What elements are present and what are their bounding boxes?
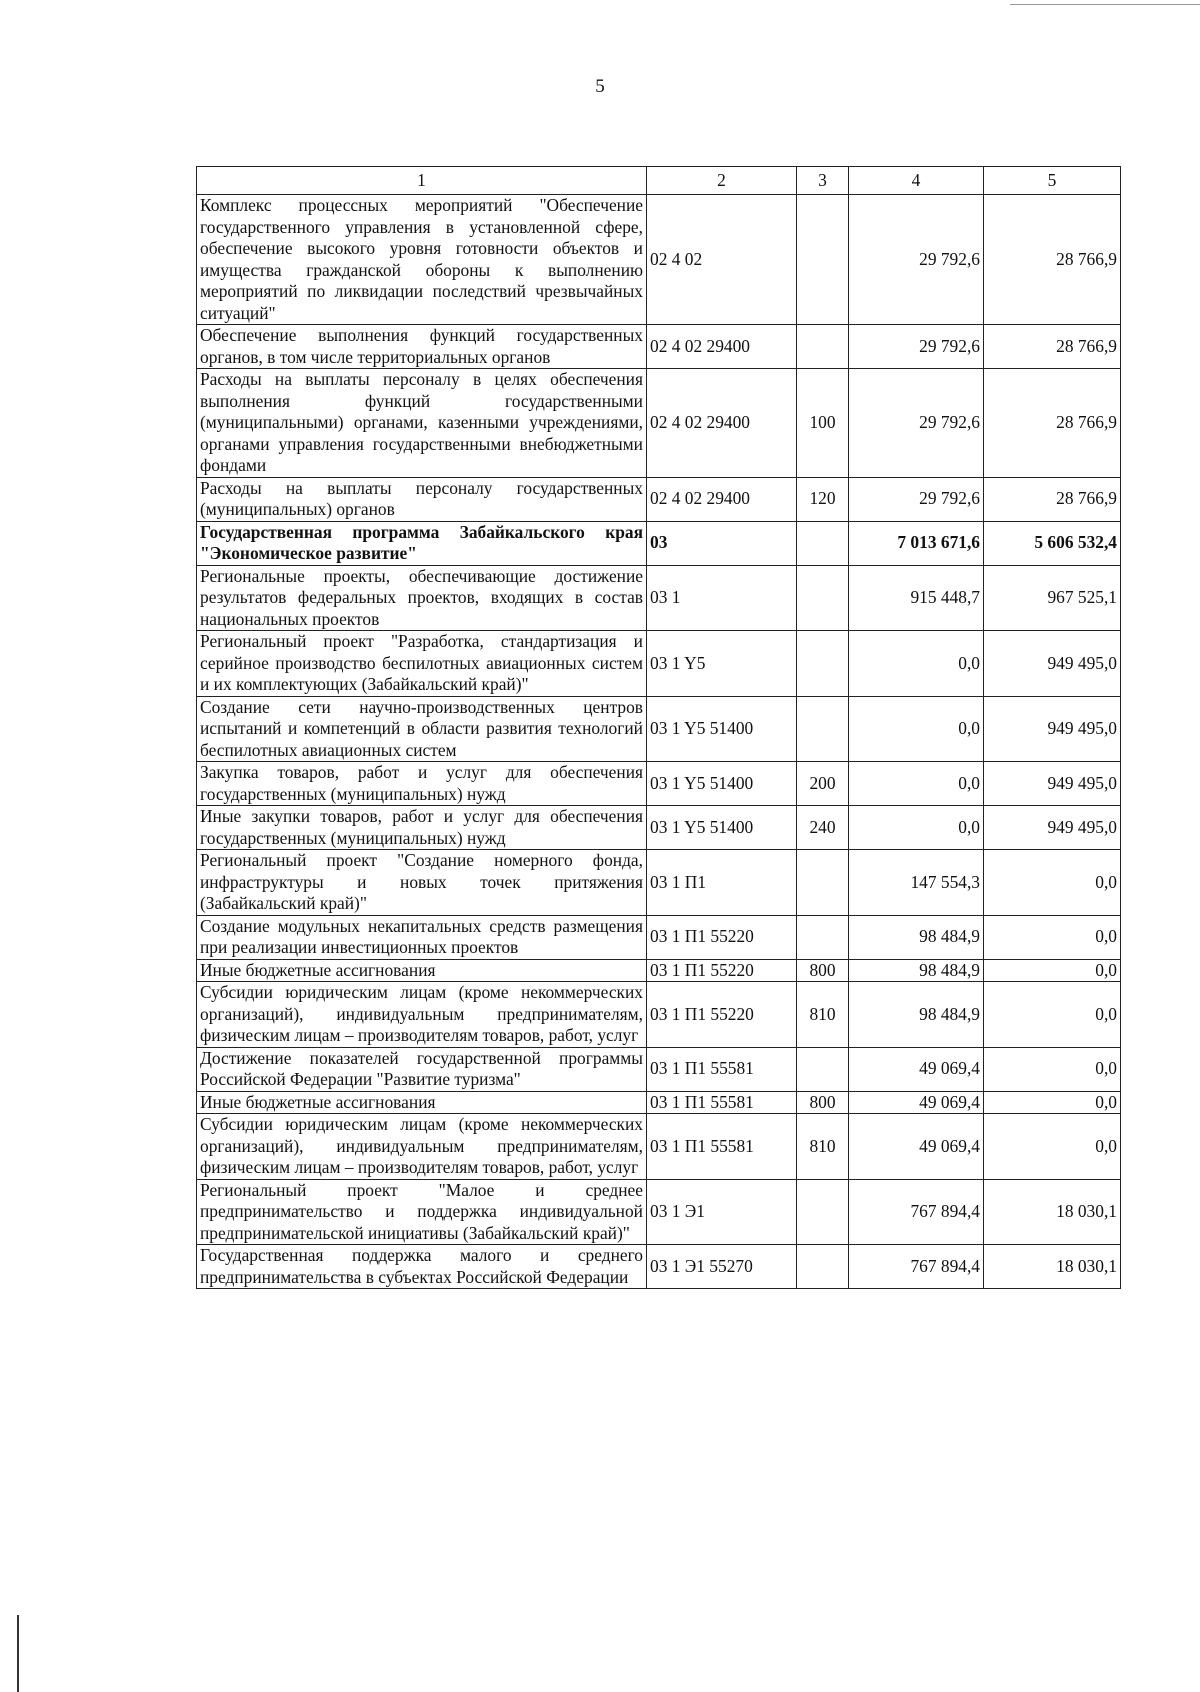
row-type-cell: 810 (797, 1114, 849, 1180)
table-header-row (197, 167, 1121, 195)
row-amount-cell: 28 766,9 (984, 477, 1121, 521)
row-code-cell: 03 1 П1 55581 (647, 1114, 797, 1180)
table-row (197, 477, 1121, 521)
row-code-cell: 03 (647, 521, 797, 565)
row-name-cell: Региональный проект "Создание номерного фонда, инфраструктуры и новых точек притяжения (Забайкальский край)" (197, 850, 647, 916)
header-cell: 1 (197, 167, 647, 195)
header-cell: 5 (984, 167, 1121, 195)
row-amount-cell: 0,0 (984, 1047, 1121, 1091)
row-type-cell (797, 325, 849, 369)
table-row (197, 1114, 1121, 1180)
table-row (197, 850, 1121, 916)
row-amount-cell: 98 484,9 (849, 959, 984, 982)
row-code-cell: 03 1 (647, 565, 797, 631)
row-type-cell (797, 195, 849, 325)
row-name-cell: Иные бюджетные ассигнования (197, 1091, 647, 1114)
row-amount-cell: 0,0 (984, 1114, 1121, 1180)
row-name-cell: Создание сети научно-производственных центров испытаний и компетенций в области развития технологий беспилотных авиационных систем (197, 696, 647, 762)
row-amount-cell: 0,0 (984, 915, 1121, 959)
row-type-cell (797, 521, 849, 565)
table-body (197, 195, 1121, 1289)
table-row (197, 806, 1121, 850)
row-amount-cell: 767 894,4 (849, 1245, 984, 1289)
row-amount-cell: 28 766,9 (984, 369, 1121, 478)
row-amount-cell: 0,0 (984, 1091, 1121, 1114)
row-name-cell: Региональный проект "Малое и среднее предпринимательство и поддержка индивидуальной предпринимательской инициативы (Забайкальский край)" (197, 1179, 647, 1245)
row-amount-cell: 29 792,6 (849, 325, 984, 369)
row-amount-cell: 49 069,4 (849, 1091, 984, 1114)
row-amount-cell: 0,0 (984, 982, 1121, 1048)
row-amount-cell: 0,0 (849, 762, 984, 806)
row-amount-cell: 949 495,0 (984, 631, 1121, 697)
row-amount-cell: 29 792,6 (849, 369, 984, 478)
row-type-cell: 100 (797, 369, 849, 478)
table-row (197, 1179, 1121, 1245)
row-amount-cell: 5 606 532,4 (984, 521, 1121, 565)
table-row (197, 565, 1121, 631)
row-amount-cell: 0,0 (984, 959, 1121, 982)
row-amount-cell: 49 069,4 (849, 1114, 984, 1180)
row-amount-cell: 767 894,4 (849, 1179, 984, 1245)
row-code-cell: 03 1 П1 55581 (647, 1047, 797, 1091)
row-type-cell: 810 (797, 982, 849, 1048)
row-type-cell (797, 1179, 849, 1245)
row-type-cell: 800 (797, 1091, 849, 1114)
row-name-cell: Региональный проект "Разработка, стандартизация и серийное производство беспилотных авиационных систем и их комплектующих (Забайкальский край)" (197, 631, 647, 697)
table-row (197, 631, 1121, 697)
row-type-cell (797, 850, 849, 916)
row-amount-cell: 949 495,0 (984, 806, 1121, 850)
row-amount-cell: 7 013 671,6 (849, 521, 984, 565)
row-type-cell: 240 (797, 806, 849, 850)
row-name-cell: Закупка товаров, работ и услуг для обеспечения государственных (муниципальных) нужд (197, 762, 647, 806)
row-name-cell: Государственная программа Забайкальского края "Экономическое развитие" (197, 521, 647, 565)
row-amount-cell: 18 030,1 (984, 1179, 1121, 1245)
row-name-cell: Региональные проекты, обеспечивающие достижение результатов федеральных проектов, входящих в состав национальных проектов (197, 565, 647, 631)
scan-edge-mark (17, 1615, 19, 1692)
table-row (197, 1245, 1121, 1289)
row-name-cell: Достижение показателей государственной программы Российской Федерации "Развитие туризма" (197, 1047, 647, 1091)
row-code-cell: 02 4 02 29400 (647, 325, 797, 369)
row-code-cell: 03 1 П1 55220 (647, 982, 797, 1048)
row-code-cell: 03 1 Y5 51400 (647, 696, 797, 762)
table-row (197, 959, 1121, 982)
row-amount-cell: 18 030,1 (984, 1245, 1121, 1289)
row-amount-cell: 0,0 (849, 631, 984, 697)
row-amount-cell: 0,0 (984, 850, 1121, 916)
row-name-cell: Иные бюджетные ассигнования (197, 959, 647, 982)
row-type-cell: 200 (797, 762, 849, 806)
row-amount-cell: 98 484,9 (849, 982, 984, 1048)
table-row (197, 915, 1121, 959)
table-row (197, 762, 1121, 806)
budget-table (196, 166, 1121, 1289)
row-code-cell: 03 1 П1 (647, 850, 797, 916)
scan-edge-line (1010, 4, 1200, 5)
row-code-cell: 03 1 Y5 51400 (647, 806, 797, 850)
row-amount-cell: 28 766,9 (984, 325, 1121, 369)
row-code-cell: 03 1 Э1 55270 (647, 1245, 797, 1289)
row-code-cell: 03 1 Y5 51400 (647, 762, 797, 806)
row-amount-cell: 147 554,3 (849, 850, 984, 916)
row-name-cell: Расходы на выплаты персоналу государственных (муниципальных) органов (197, 477, 647, 521)
table-row (197, 1047, 1121, 1091)
row-name-cell: Субсидии юридическим лицам (кроме некоммерческих организаций), индивидуальным предпринимателям, физическим лицам – производителям товаров, работ, услуг (197, 982, 647, 1048)
row-amount-cell: 967 525,1 (984, 565, 1121, 631)
row-code-cell: 03 1 П1 55220 (647, 915, 797, 959)
row-amount-cell: 949 495,0 (984, 696, 1121, 762)
row-name-cell: Создание модульных некапитальных средств размещения при реализации инвестиционных проектов (197, 915, 647, 959)
row-type-cell: 120 (797, 477, 849, 521)
row-name-cell: Субсидии юридическим лицам (кроме некоммерческих организаций), индивидуальным предпринимателям, физическим лицам – производителям товаров, работ, услуг (197, 1114, 647, 1180)
row-code-cell: 03 1 Э1 (647, 1179, 797, 1245)
row-amount-cell: 29 792,6 (849, 195, 984, 325)
header-cell: 2 (647, 167, 797, 195)
row-amount-cell: 49 069,4 (849, 1047, 984, 1091)
table-row (197, 369, 1121, 478)
row-amount-cell: 29 792,6 (849, 477, 984, 521)
row-type-cell (797, 1047, 849, 1091)
table-row (197, 325, 1121, 369)
row-amount-cell: 915 448,7 (849, 565, 984, 631)
row-type-cell (797, 696, 849, 762)
row-type-cell (797, 1245, 849, 1289)
row-amount-cell: 0,0 (849, 696, 984, 762)
table-row (197, 982, 1121, 1048)
header-cell: 4 (849, 167, 984, 195)
row-code-cell: 03 1 П1 55220 (647, 959, 797, 982)
row-amount-cell: 0,0 (849, 806, 984, 850)
row-type-cell: 800 (797, 959, 849, 982)
row-code-cell: 02 4 02 29400 (647, 369, 797, 478)
table-row (197, 1091, 1121, 1114)
table-row (197, 195, 1121, 325)
row-name-cell: Иные закупки товаров, работ и услуг для обеспечения государственных (муниципальных) нужд (197, 806, 647, 850)
row-type-cell (797, 915, 849, 959)
row-name-cell: Расходы на выплаты персоналу в целях обеспечения выполнения функций государственными (муниципальными) органами, казенными учреждениями, органами управления государственными внебюджетными фондами (197, 369, 647, 478)
table-row (197, 696, 1121, 762)
row-code-cell: 02 4 02 29400 (647, 477, 797, 521)
row-amount-cell: 98 484,9 (849, 915, 984, 959)
header-cell: 3 (797, 167, 849, 195)
page-number: 5 (595, 76, 605, 97)
row-amount-cell: 949 495,0 (984, 762, 1121, 806)
row-type-cell (797, 565, 849, 631)
row-name-cell: Обеспечение выполнения функций государственных органов, в том числе территориальных органов (197, 325, 647, 369)
row-code-cell: 03 1 Y5 (647, 631, 797, 697)
row-name-cell: Комплекс процессных мероприятий "Обеспечение государственного управления в установленной сфере, обеспечение высокого уровня готовности объектов и имущества гражданской обороны к выполнению мероприятий по ликвидации последствий чрезвычайных ситуаций" (197, 195, 647, 325)
row-code-cell: 02 4 02 (647, 195, 797, 325)
row-type-cell (797, 631, 849, 697)
row-amount-cell: 28 766,9 (984, 195, 1121, 325)
row-name-cell: Государственная поддержка малого и среднего предпринимательства в субъектах Российской Федерации (197, 1245, 647, 1289)
table-row (197, 521, 1121, 565)
row-code-cell: 03 1 П1 55581 (647, 1091, 797, 1114)
